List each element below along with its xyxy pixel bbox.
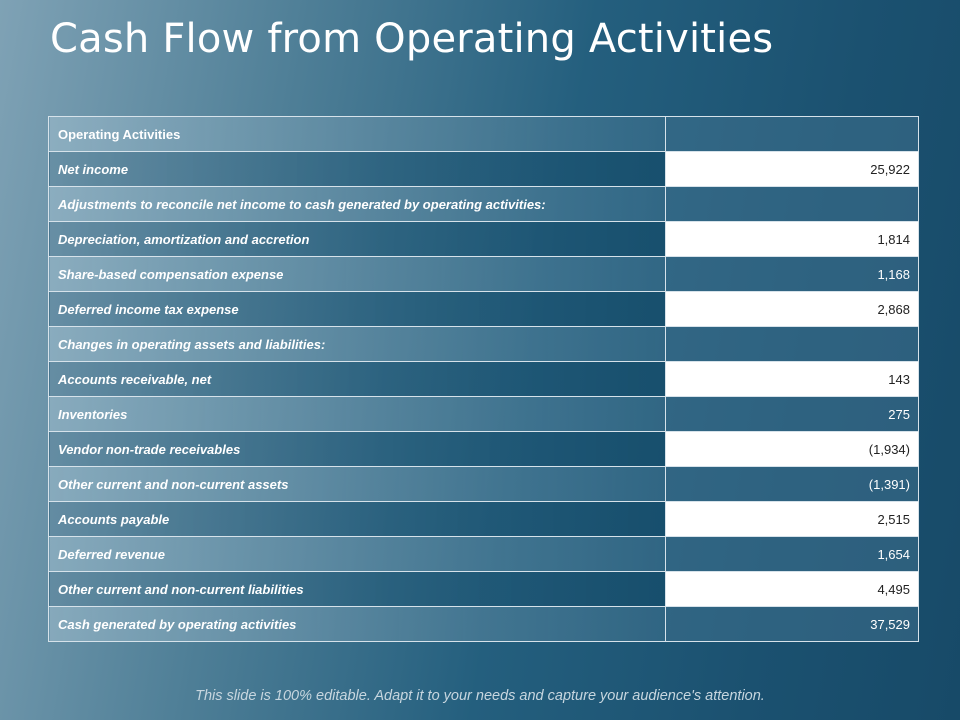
table-row bbox=[49, 537, 919, 572]
row-label: Accounts receivable, net bbox=[49, 362, 666, 397]
table-header-row bbox=[49, 117, 919, 152]
slide-title: Cash Flow from Operating Activities bbox=[50, 16, 774, 62]
row-label: Net income bbox=[49, 152, 666, 187]
table-row bbox=[49, 152, 919, 187]
row-label: Deferred revenue bbox=[49, 537, 666, 572]
row-value: 2,868 bbox=[666, 292, 919, 327]
table-row bbox=[49, 222, 919, 257]
row-value: 1,654 bbox=[666, 537, 919, 572]
row-label: Other current and non-current assets bbox=[49, 467, 666, 502]
table-row bbox=[49, 292, 919, 327]
table-total-row bbox=[49, 607, 919, 642]
row-label: Vendor non-trade receivables bbox=[49, 432, 666, 467]
row-value: (1,934) bbox=[666, 432, 919, 467]
row-label: Share-based compensation expense bbox=[49, 257, 666, 292]
row-label: Changes in operating assets and liabilities: bbox=[49, 327, 666, 362]
row-value: 275 bbox=[666, 397, 919, 432]
table-row bbox=[49, 572, 919, 607]
row-label: Other current and non-current liabilities bbox=[49, 572, 666, 607]
table-row bbox=[49, 432, 919, 467]
row-value: 143 bbox=[666, 362, 919, 397]
header-value-cell bbox=[666, 117, 919, 152]
row-value: 2,515 bbox=[666, 502, 919, 537]
table-row bbox=[49, 397, 919, 432]
table-row bbox=[49, 502, 919, 537]
row-value: 1,814 bbox=[666, 222, 919, 257]
row-label: Cash generated by operating activities bbox=[49, 607, 666, 642]
row-value: 25,922 bbox=[666, 152, 919, 187]
row-label: Depreciation, amortization and accretion bbox=[49, 222, 666, 257]
row-value bbox=[666, 327, 919, 362]
row-value bbox=[666, 187, 919, 222]
row-value: 1,168 bbox=[666, 257, 919, 292]
cash-flow-table bbox=[48, 116, 919, 642]
table-row bbox=[49, 467, 919, 502]
row-label: Inventories bbox=[49, 397, 666, 432]
table-row bbox=[49, 257, 919, 292]
row-value: 37,529 bbox=[666, 607, 919, 642]
footer-note: This slide is 100% editable. Adapt it to your needs and capture your audience's attention. bbox=[195, 688, 765, 704]
row-label: Deferred income tax expense bbox=[49, 292, 666, 327]
header-label-cell: Operating Activities bbox=[49, 117, 666, 152]
row-label: Adjustments to reconcile net income to cash generated by operating activities: bbox=[49, 187, 666, 222]
row-value: 4,495 bbox=[666, 572, 919, 607]
row-value: (1,391) bbox=[666, 467, 919, 502]
table-row bbox=[49, 362, 919, 397]
table-row bbox=[49, 187, 919, 222]
table-row bbox=[49, 327, 919, 362]
row-label: Accounts payable bbox=[49, 502, 666, 537]
